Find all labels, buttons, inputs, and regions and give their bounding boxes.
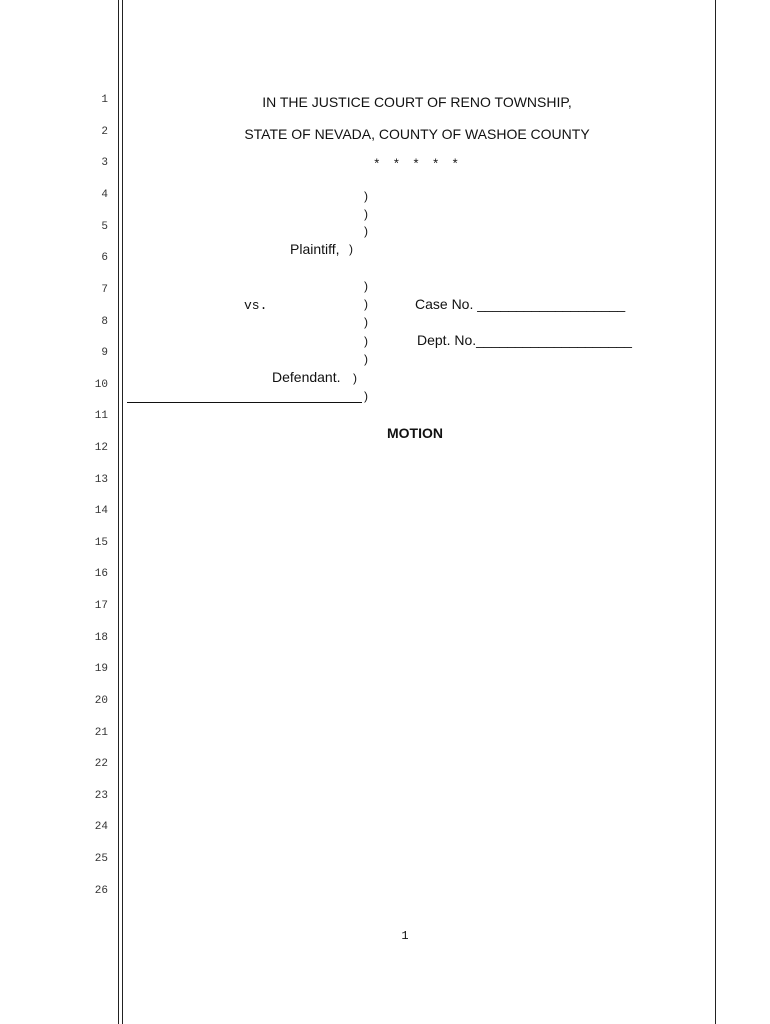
line-number: 12: [94, 442, 108, 454]
line-number: 7: [101, 284, 108, 296]
line-number: 9: [101, 347, 108, 359]
line-number: 22: [94, 758, 108, 770]
line-number: 2: [101, 126, 108, 138]
caption-underline: [127, 402, 362, 403]
case-number-field: Case No. ___________________: [415, 296, 626, 312]
line-number: 24: [94, 821, 108, 833]
line-number: 18: [94, 632, 108, 644]
caption-paren: ): [364, 189, 368, 203]
line-number: 16: [94, 568, 108, 580]
line-number: 13: [94, 474, 108, 486]
caption-paren: ): [364, 207, 368, 221]
line-number: 10: [94, 379, 108, 391]
caption-paren: ): [364, 352, 368, 366]
defendant-label: Defendant.: [272, 369, 341, 385]
page-number: 1: [401, 929, 409, 943]
document-title: MOTION: [387, 425, 443, 441]
line-number: 11: [94, 410, 108, 422]
line-number: 1: [101, 94, 108, 106]
line-number: 19: [94, 663, 108, 675]
plaintiff-label: Plaintiff,: [290, 241, 340, 257]
line-number: 25: [94, 853, 108, 865]
caption-stars: * * * * *: [372, 157, 462, 172]
court-name-line-1: IN THE JUSTICE COURT OF RENO TOWNSHIP,: [262, 94, 572, 110]
caption-paren: ): [364, 315, 368, 329]
margin-rule-left-outer: [118, 0, 119, 1024]
line-number: 8: [101, 316, 108, 328]
caption-paren: ): [364, 279, 368, 293]
margin-rule-left-inner: [122, 0, 123, 1024]
caption-paren: ): [364, 297, 368, 311]
line-number: 26: [94, 885, 108, 897]
line-number: 3: [101, 157, 108, 169]
line-number: 15: [94, 537, 108, 549]
caption-paren: ): [364, 334, 368, 348]
caption-paren: ): [364, 224, 368, 238]
line-number: 21: [94, 727, 108, 739]
department-number-field: Dept. No.____________________: [417, 332, 632, 348]
versus-label: vs.: [244, 298, 268, 313]
line-number: 23: [94, 790, 108, 802]
line-number: 6: [101, 252, 108, 264]
court-name-line-2: STATE OF NEVADA, COUNTY OF WASHOE COUNTY: [244, 126, 590, 142]
line-number: 4: [101, 189, 108, 201]
caption-paren: ): [349, 242, 353, 256]
caption-paren: ): [353, 371, 357, 385]
line-number: 14: [94, 505, 108, 517]
line-number: 17: [94, 600, 108, 612]
line-number: 5: [101, 221, 108, 233]
margin-rule-right: [715, 0, 716, 1024]
line-number: 20: [94, 695, 108, 707]
caption-paren: ): [364, 389, 368, 403]
